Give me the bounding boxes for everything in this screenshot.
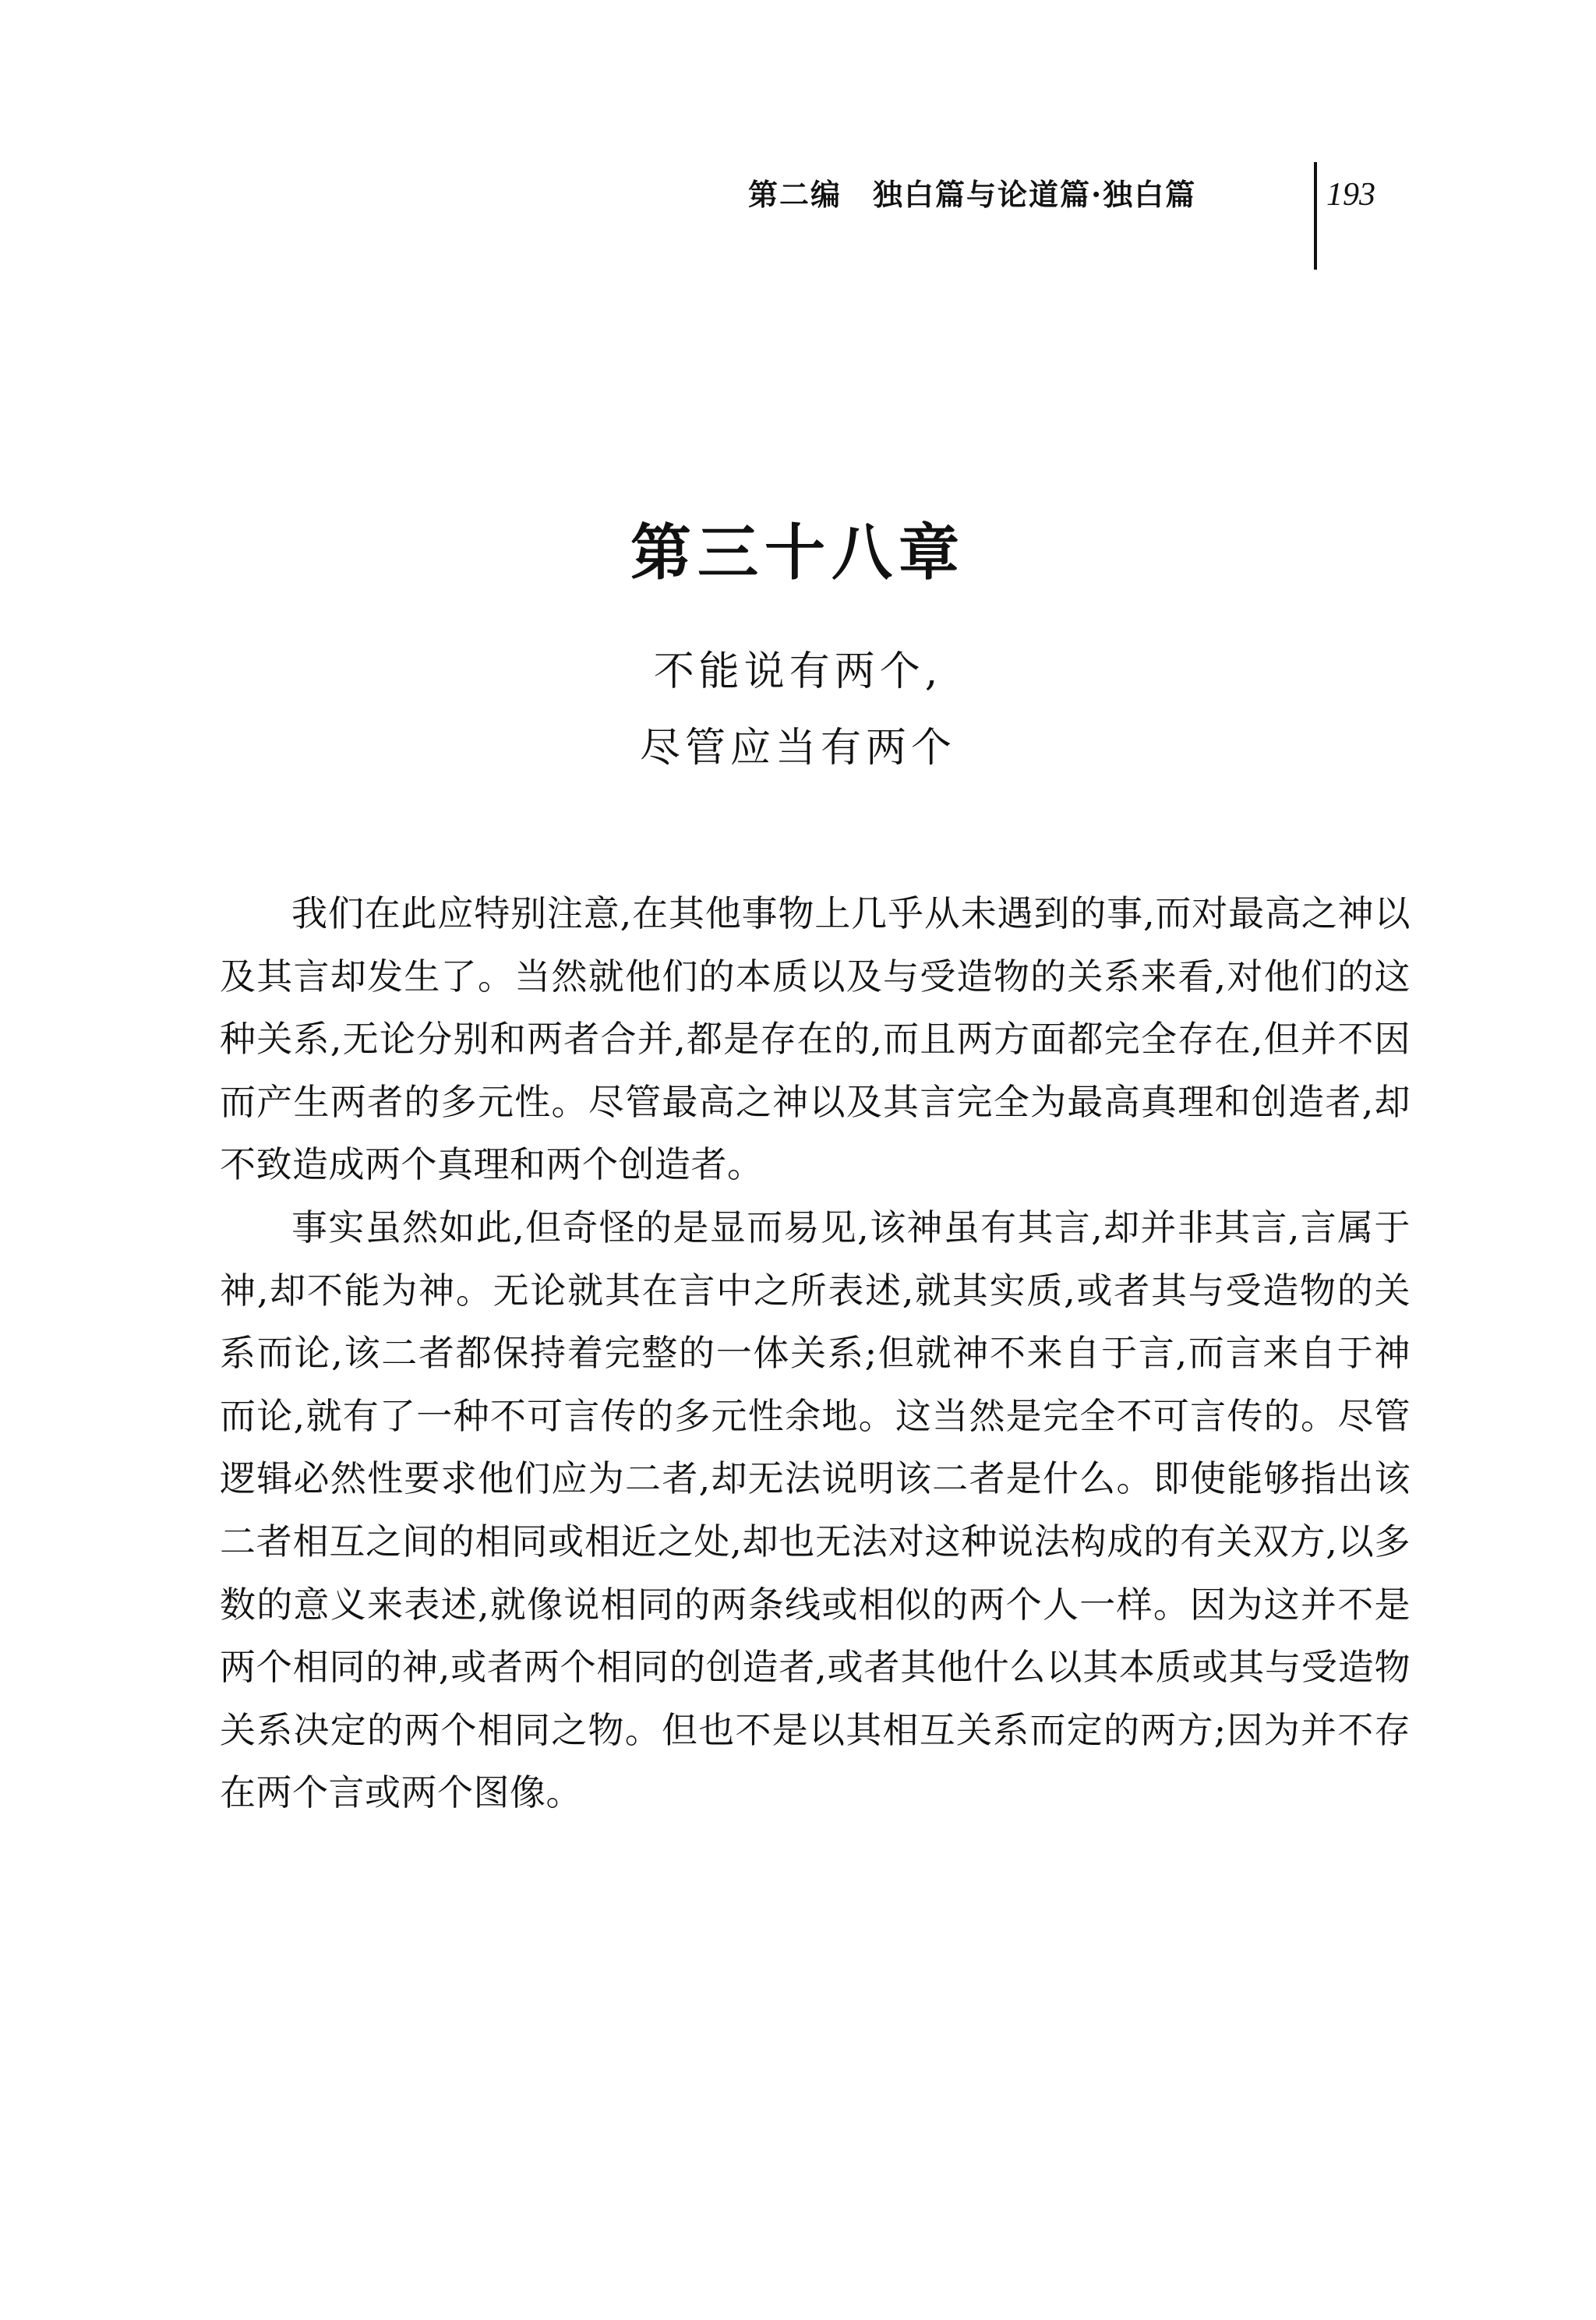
paragraph: 我们在此应特别注意,在其他事物上几乎从未遇到的事,而对最高之神以及其言却发生了。当然就他们的本质以及与受造物的关系来看,对他们的这种关系,无论分别和两者合并,都是存在的,而且两方面都完全存在,但并不因而产生两者的多元性。尽管最高之神以及其言完全为最高真理和创造者,却不致造成两个真理和两个创造者。 xyxy=(220,892,1411,1186)
chapter-subtitle-line-2: 尽管应当有两个 xyxy=(639,725,956,772)
body-text xyxy=(220,882,1411,1824)
paragraph: 事实虽然如此,但奇怪的是显而易见,该神虽有其言,却并非其言,言属于神,却不能为神。无论就其在言中之所表述,就其实质,或者其与受造物的关系而论,该二者都保持着完整的一体关系;但就神不来自于言,而言来自于神而论,就有了一种不可言传的多元性余地。这当然是完全不可言传的。尽管逻辑必然性要求他们应为二者,却无法说明该二者是什么。即使能够指出该二者相互之间的相同或相近之处,却也无法对这种说法构成的有关双方,以多数的意义来表述,就像说相同的两条线或相似的两个人一样。因为这并不是两个相同的神,或者两个相同的创造者,或者其他什么以其本质或其与受造物关系决定的两个相同之物。但也不是以其相互关系而定的两方;因为并不存在两个言或两个图像。 xyxy=(220,1206,1411,1814)
chapter-subtitle-line-1: 不能说有两个, xyxy=(653,648,943,695)
page-number: 193 xyxy=(1326,177,1375,213)
chapter-title: 第三十八章 xyxy=(630,517,966,588)
running-head xyxy=(748,173,1196,217)
running-head-part: 第二编 xyxy=(748,177,842,212)
header-vertical-rule xyxy=(1314,162,1317,270)
running-head-section: 独白篇与论道篇·独白篇 xyxy=(873,177,1197,212)
